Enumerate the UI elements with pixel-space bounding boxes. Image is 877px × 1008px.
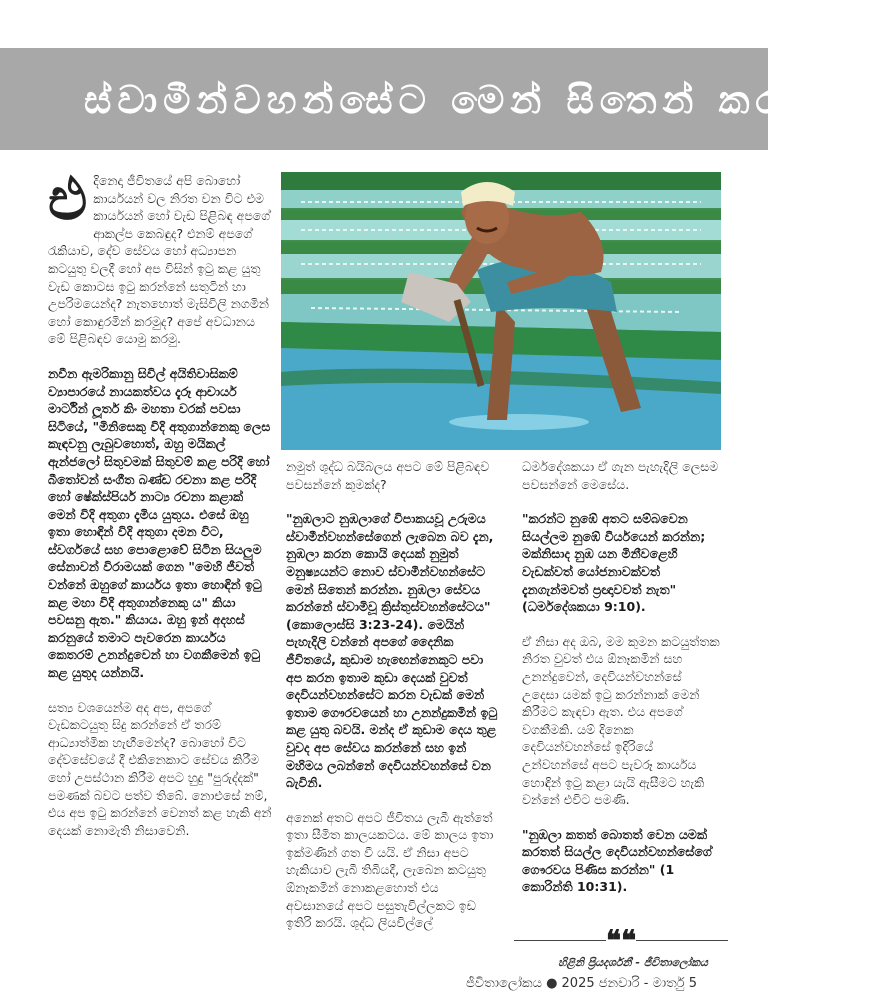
ecclesiastes-quote: "කරන්ට නුඹේ අතට සම්බවෙන සියල්ලම නුඹේ වීර්යයෙන් කරන්න; මක්නිසාද නුඹ යන මිනීවළෙහි වැඩක්වත් යෝජනාවක්වත් දැනගැන්මවත් ප්‍රඥාවවත් නැත" (ධර්මදේශකයා 9:10). xyxy=(522,511,706,615)
col2-paragraph-1: නමුත් ශුද්ධ බයිබලය අපට මේ පිළිබඳව පවසන්නේ කුමක්ද? xyxy=(286,459,490,492)
column-2 xyxy=(286,458,498,949)
column-1 xyxy=(48,165,274,856)
page-title: ස්වාමීන්වහන්සේට මෙන් සිතෙන් කරන්න. xyxy=(84,77,877,122)
corinthians-quote: "නුඹලා කතත් බොතත් වෙන යමක් කරතත් සියල්ල දෙවියන්වහන්සේගේ ගෞරවය පිණිස කරන්න" (1 කොරින්ති 10:31). xyxy=(522,826,712,895)
page-footer: ජීවිතාලෝකය ● 2025 ජනවාරි - මාර්තු 5 xyxy=(466,976,697,991)
colossians-quote: "නුඹලාට නුඹලාගේ විපාකයවූ උරුමය ස්වාමීන්වහන්සේගෙන් ලැබෙන බව දැන, නුඹලා කරන කොයි දෙයක් නුමුත් මනුෂ්‍යයන්ට නොව ස්වාමීන්වහන්සේට මෙන් සිතෙන් කරන්න. නුඹලා සේවය කරන්නේ ස්වාමිවූ ක්‍රිස්තුස්වහන්සේටය" (කොලොස්සි 3:23-24). මෙයින් පැහැදිලි වන්නේ අපගේ දෛනික ජීවිතයේ, කුඩාම හැඟෙන්නෙකුට පවා අප කරන ඉතාම කුඩා දෙයක් වුවත් දෙවියන්වහන්සේට කරන වැඩක් මෙන් ඉතාම ගෞරවයෙන් හා උනන්දුකමින් ඉටු කළ යුතු බවයි. මන්ද ඒ කුඩාම දෙය තුළ වුවද අප සේවය කරන්නේ සහ ඉන් මහිමය ලබන්නේ දෙවියන්වහන්සේ වන බැවිනි. xyxy=(286,511,498,791)
drop-cap: එ xyxy=(48,165,88,233)
col1-paragraph-3: සත්‍ය වශයෙන්ම අද අප, අපගේ වැඩකටයුතු සිදු කරන්නේ ඒ තරම් ආධ්‍යාත්මික හැඟීමෙන්ද? බොහෝ විට දේවසේවයේ දී එකිනෙකාට සේවය කිරීම හෝ උපස්ථාන කිරීම අපට හුදු "පුරුද්දක්" පමණක් බවට පත්ව තිබේ. නොඑසේ නම්, එය අප ඉටු කරන්නේ වෙනත් කළ හැකි අන් දෙයක් නොමැති නිසාවෙනි. xyxy=(48,699,272,838)
intro-text: දිනෙදා ජීවිතයේ අපි බොහෝ කාර්යයන් වල නිරත වන විට එම කාර්යයන් හෝ වැඩ පිළිබඳ අපගේ ආකල්ප කෙබඳුද? එනම් අපගේ රැකියාව, දේව සේවය හෝ අධ්‍යාපන කටයුතු වලදී හෝ අප විසින් ඉටු කළ යුතු වැඩ කොටස ඉටු කරන්නේ සතුටින් හා උපරිමයෙන්ද? නැතහොත් මැසිවිලි නගමින් හෝ කොඳුරමින් කරමුද? අපේ අවධානය මේ පිළිබඳව යොමු කරමු. xyxy=(48,173,271,347)
author-credit: හිළිනි ප්‍රියදර්ශනී - ජීවිතාලෝකය xyxy=(558,956,708,969)
mlk-quote-paragraph: නවීන ඇමරිකානු සිවිල් අයිතිවාසිකම් ව්‍යාපාරයේ නායකත්වය දැරූ ආචාර්ය මාර්ටින් ලූතර් කිං මහතා වරක් පවසා සිටියේ, "මිනිසෙකු විදි අතුගාන්නෙකු ලෙස කැඳවනු ලැබුවහොත්, ඔහු මයිකල් ඇන්ජලෝ සිතුවමක් සිතුවම් කළ පරිදි හෝ බීතෝවන් සංගීත බණ්ඩ රචනා කළ පරිදි හෝ ෂේක්ස්පියර් නාට්‍ය රචනා කළාක් මෙන් විදි අතුගා දැමිය යුතුය. එසේ ඔහු ඉතා හොඳින් විදි අතුගා දමන විට, ස්වර්ගයේ සහ පොළොවේ සිටින සියලුම සේනාවන් විරාමයක් ගෙන "මෙහි ජීවත් වන්නේ ඔහුගේ කාර්යය ඉතා හොඳින් ඉටු කළ මහා විදි අතුගාන්නෙකු ය" කියා පවසනු ඇත." කියාය. ඔහු ඉන් අදහස් කරනුයේ තමාට පැවරෙන කාර්යය කෙතරම් උනන්දුවෙන් හා වගකීමෙන් ඉටු කළ යුතුද යන්නයි. xyxy=(48,365,271,681)
col3-paragraph-3: ඒ නිසා අද ඔබ, මම කුමන කටයුත්තක නිරත වුවත් එය ඕනෑකමින් සහ උනන්දුවෙන්, දෙවියන්වහන්සේ උදෙසා යමක් ඉටු කරන්නාක් මෙන් කිරීමට කැඳවා ඇත. එය අපගේ වගකීමකි. යම් දිනෙක දෙවියන්වහන්සේ ඉදිරියේ උන්වහන්සේ අපට පැවරූ කාර්යය හොඳින් ඉටු කළා යැයි ඇසීමට හැකි වන්නේ එවිට පමණි. xyxy=(522,633,720,808)
farmer-illustration xyxy=(281,172,721,450)
intro-paragraph xyxy=(48,165,274,348)
column-3 xyxy=(522,458,722,913)
quote-icon: ❝❝ xyxy=(606,924,637,957)
col3-paragraph-1: ධර්මදේශකයා ඒ ගැන පැහැදිලි ලෙසම පවසන්නේ මෙසේය. xyxy=(522,459,719,492)
col2-paragraph-3: අනෙක් අතට අපට ජීවිතය ලැබී ඇත්තේ ඉතා සීමිත කාලයකටය. මේ කාලය ඉතා ඉක්මණින් ගත වී යයි. ඒ නිසා අපට හැකියාව ලැබී තිබියදී, ලැබෙන කටයුතු ඕනෑකමින් නොකළහොත් එය අවසානයේ අපට පසුතැවිල්ලකට ඉඩ ඉතිරි කරයි. ශුද්ධ ලියවිල්ලේ xyxy=(286,809,494,931)
